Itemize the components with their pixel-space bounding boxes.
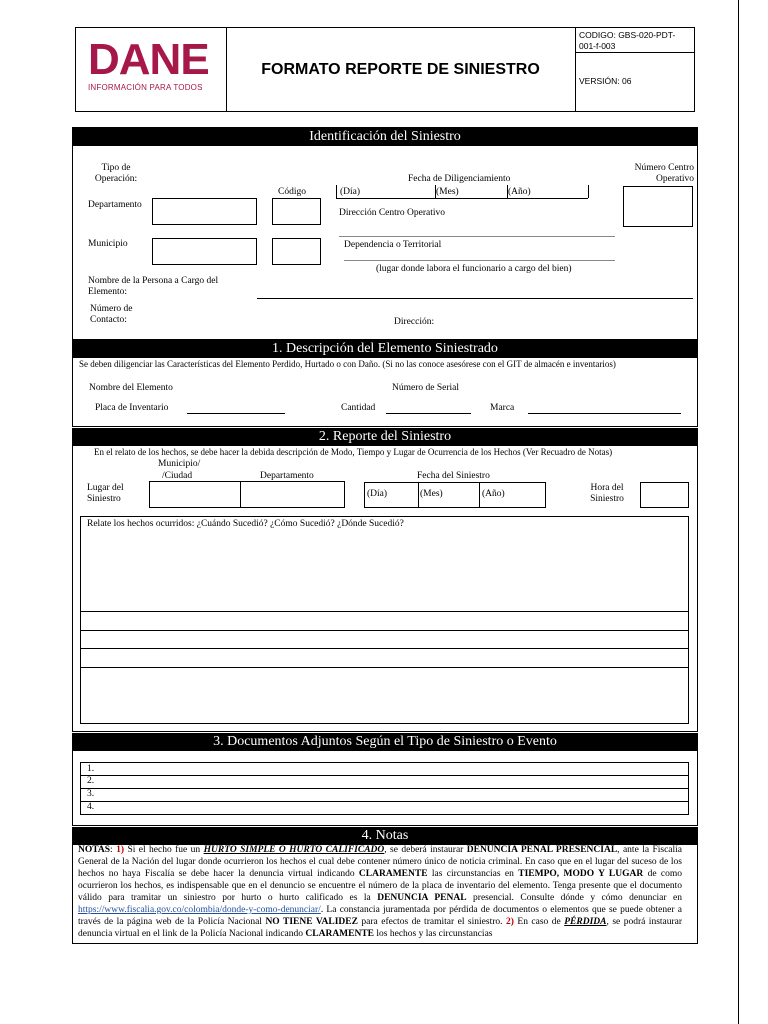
note-1-text-d: las circunstancias en	[431, 869, 514, 879]
municipio-ciudad-field[interactable]	[149, 481, 241, 508]
hora-siniestro-field[interactable]	[640, 482, 689, 508]
page-edge-line	[738, 0, 739, 1024]
section-1-header: 1. Descripción del Elemento Siniestrado	[73, 340, 697, 358]
label-relate-hechos: Relate los hechos ocurridos: ¿Cuándo Sucedió? ¿Cómo Sucedió? ¿Dónde Sucedió?	[87, 519, 404, 529]
label-fecha-diligenciamiento: Fecha de Diligenciamiento	[408, 174, 511, 184]
header-divider-2	[575, 27, 576, 112]
relato-line-3	[80, 648, 689, 649]
documento-item-4[interactable]: 4.	[87, 802, 95, 812]
label-municipio-ciudad-2: /Ciudad	[162, 471, 193, 481]
municipio-field[interactable]	[152, 238, 257, 265]
codigo-municipio-field[interactable]	[272, 238, 321, 265]
note-1-claramente: CLARAMENTE	[358, 869, 428, 879]
section-identification-header: Identificación del Siniestro	[73, 128, 697, 146]
documento-line-1	[80, 775, 689, 776]
note-2-claramente: CLARAMENTE	[305, 929, 375, 939]
note-1-text-h: para efectos de tramitar el siniestro.	[361, 917, 503, 927]
direccion-centro-field[interactable]	[339, 236, 615, 237]
departamento-field[interactable]	[152, 198, 257, 225]
documento-item-3[interactable]: 3.	[87, 789, 95, 799]
document-version: VERSIÓN: 06	[579, 76, 632, 86]
label-cantidad: Cantidad	[341, 403, 376, 413]
fecha-siniestro-sep-2	[479, 482, 480, 508]
relato-line-4	[80, 667, 689, 668]
documento-item-1[interactable]: 1.	[87, 764, 95, 774]
note-1-number: 1)	[116, 845, 125, 855]
note-2-perdida: PÉRDIDA	[564, 917, 607, 927]
dependencia-field[interactable]	[344, 260, 615, 261]
note-1-text-e: de como ocurrieron los hechos, es indispensable que en el denuncio se encuentre el número de la placa de inventario del elemento. Tenga presente que el documento válido para tramitar un siniestro por hurto o hurto calificado es la	[78, 869, 683, 903]
label-nombre-elemento: Nombre del Elemento	[89, 383, 173, 393]
label-anio: (Año)	[508, 187, 531, 197]
departamento-siniestro-field[interactable]	[240, 481, 345, 508]
note-1-tiempo-modo-lugar: TIEMPO, MODO Y LUGAR	[518, 869, 644, 879]
header-divider-3	[575, 52, 695, 53]
label-mes: (Mes)	[436, 187, 459, 197]
label-numero-centro-operativo: Número Centro Operativo	[634, 163, 694, 184]
label-lugar-siniestro: Lugar del Siniestro	[87, 483, 124, 504]
notes-label: NOTAS	[78, 845, 111, 855]
note-1-text-g: . La constancia juramentada por pérdida de documentos o elementos que se puede obtener a través de la página web de la Policía Nacional	[78, 905, 682, 927]
label-lugar-labora: (lugar donde labora el funcionario a cargo del bien)	[376, 264, 572, 274]
label-departamento-siniestro: Departamento	[260, 471, 314, 481]
codigo-departamento-field[interactable]	[272, 198, 321, 225]
fecha-sep-3	[507, 185, 508, 198]
label-dependencia: Dependencia o Territorial	[344, 240, 442, 250]
note-2-text-b: , se podrá instaurar denuncia virtual en el link de la Policía Nacional indicando	[78, 917, 683, 939]
note-1-text-c: , ante la Fiscalía General de la Nación del lugar donde ocurrieron los hechos el cual debe contener número único de noticia criminal. En caso que en el lugar del suceso de los hechos no haya Fiscalía se debe hacer la denuncia virtual indicando	[78, 845, 683, 879]
label-fecha-siniestro: Fecha del Siniestro	[417, 471, 490, 481]
label-codigo: Código	[278, 187, 306, 197]
note-1-no-tiene-validez: NO TIENE VALIDEZ	[265, 917, 358, 927]
notes-text: NOTAS: 1) Si el hecho fue un HURTO SIMPLE O HURTO CALIFICADO, se deberá instaurar DENUNCIA PENAL PRESENCIAL, ante la Fiscalía General de la Nación del lugar donde ocurrieron los hechos el cual debe contener número único de noticia criminal. En caso que en el lugar del suceso de los hechos no haya Fiscalía se debe hacer la denuncia virtual indicando CLARAMENTE las circunstancias en TIEMPO, MODO Y LUGAR de como ocurrieron los hechos, es indispensable que en el denuncio se encuentre el número de la placa de inventario del elemento. Tenga presente que el documento válido para tramitar un siniestro por hurto o hurto calificado es la DENUNCIA PENAL presencial. Consulte dónde y cómo denunciar en https://www.fiscalia.gov.co/colombia/donde-y-como-denunciar/. La constancia juramentada por pérdida de documentos o elementos que se puede obtener a través de la página web de la Policía Nacional NO TIENE VALIDEZ para efectos de tramitar el siniestro. 2) En caso de PÉRDIDA, se podrá instaurar denuncia virtual en el link de la Policía Nacional indicando CLARAMENTE los hechos y las circunstancias	[78, 845, 683, 939]
page-title: FORMATO REPORTE DE SINIESTRO	[261, 61, 540, 78]
label-municipio-ciudad-1: Municipio/	[158, 459, 201, 469]
note-1-text-b: , se deberá instaurar	[384, 845, 464, 855]
label-siniestro-anio: (Año)	[482, 489, 505, 499]
numero-centro-operativo-field[interactable]	[623, 186, 693, 227]
fecha-diligenciamiento-field[interactable]	[336, 198, 588, 199]
section-2-instructions: En el relato de los hechos, se debe hacer la debida descripción de Modo, Tiempo y Lugar de Ocurrencia de los Hechos (Ver Recuadro de Notas)	[94, 447, 613, 457]
section-4-header: 4. Notas	[73, 827, 697, 845]
label-dia: (Día)	[340, 187, 361, 197]
note-1-denuncia: DENUNCIA PENAL PRESENCIAL	[466, 845, 618, 855]
label-direccion-centro: Dirección Centro Operativo	[339, 208, 446, 218]
placa-inventario-field[interactable]	[187, 413, 285, 414]
fiscalia-link[interactable]: https://www.fiscalia.gov.co/colombia/donde-y-como-denunciar/	[78, 905, 321, 915]
label-direccion: Dirección:	[394, 317, 435, 327]
label-placa-inventario: Placa de Inventario	[95, 403, 169, 413]
section-3-header: 3. Documentos Adjuntos Según el Tipo de Siniestro o Evento	[73, 733, 697, 751]
label-nombre-persona: Nombre de la Persona a Cargo del Elemento:	[88, 276, 219, 297]
fecha-siniestro-field[interactable]	[364, 482, 546, 508]
note-2-text-a: En caso de	[517, 917, 561, 927]
label-siniestro-dia: (Día)	[367, 489, 388, 499]
note-1-text-f: presencial. Consulte dónde y cómo denunciar en	[473, 893, 682, 903]
note-2-text-c: los hechos y las circunstancias	[376, 929, 493, 939]
documento-line-2	[80, 788, 689, 789]
note-1-text-a: Si el hecho fue un	[127, 845, 201, 855]
dane-logo	[88, 35, 218, 93]
note-1-hurto: HURTO SIMPLE O HURTO CALIFICADO	[203, 845, 385, 855]
fecha-sep-2	[435, 185, 436, 198]
label-numero-contacto: Número de Contacto:	[90, 304, 133, 325]
label-numero-serial: Número de Serial	[392, 383, 460, 393]
logo-tagline: INFORMACIÓN PARA TODOS	[88, 83, 203, 92]
fecha-sep-4	[588, 185, 589, 198]
nombre-persona-field[interactable]	[257, 298, 693, 299]
label-marca: Marca	[490, 403, 515, 413]
label-departamento: Departamento	[88, 200, 142, 210]
label-siniestro-mes: (Mes)	[420, 489, 443, 499]
label-municipio: Municipio	[88, 239, 128, 249]
documento-line-3	[80, 801, 689, 802]
relato-hechos-field[interactable]	[80, 516, 689, 724]
document-code: CODIGO: GBS-020-PDT-001-f-003	[579, 30, 676, 51]
label-hora-siniestro: Hora del Siniestro	[590, 483, 624, 504]
section-1-instructions: Se deben diligenciar las Características del Elemento Perdido, Hurtado o con Daño. (Si no las conoce asesórese con el GIT de almacén e inventarios)	[79, 359, 616, 369]
section-2-header: 2. Reporte del Siniestro	[73, 428, 697, 446]
relato-line-2	[80, 630, 689, 631]
label-tipo-operacion: Tipo de Operación:	[94, 163, 138, 184]
note-1-denuncia-penal: DENUNCIA PENAL	[377, 893, 467, 903]
relato-line-1	[80, 611, 689, 612]
form-frame-top	[72, 127, 698, 340]
cantidad-field[interactable]	[386, 413, 471, 414]
marca-field[interactable]	[528, 413, 681, 414]
fecha-siniestro-sep-1	[418, 482, 419, 508]
fecha-sep-1	[336, 185, 337, 198]
documento-item-2[interactable]: 2.	[87, 776, 95, 786]
logo-text: DANE	[88, 35, 209, 84]
note-2-number: 2)	[505, 917, 514, 927]
